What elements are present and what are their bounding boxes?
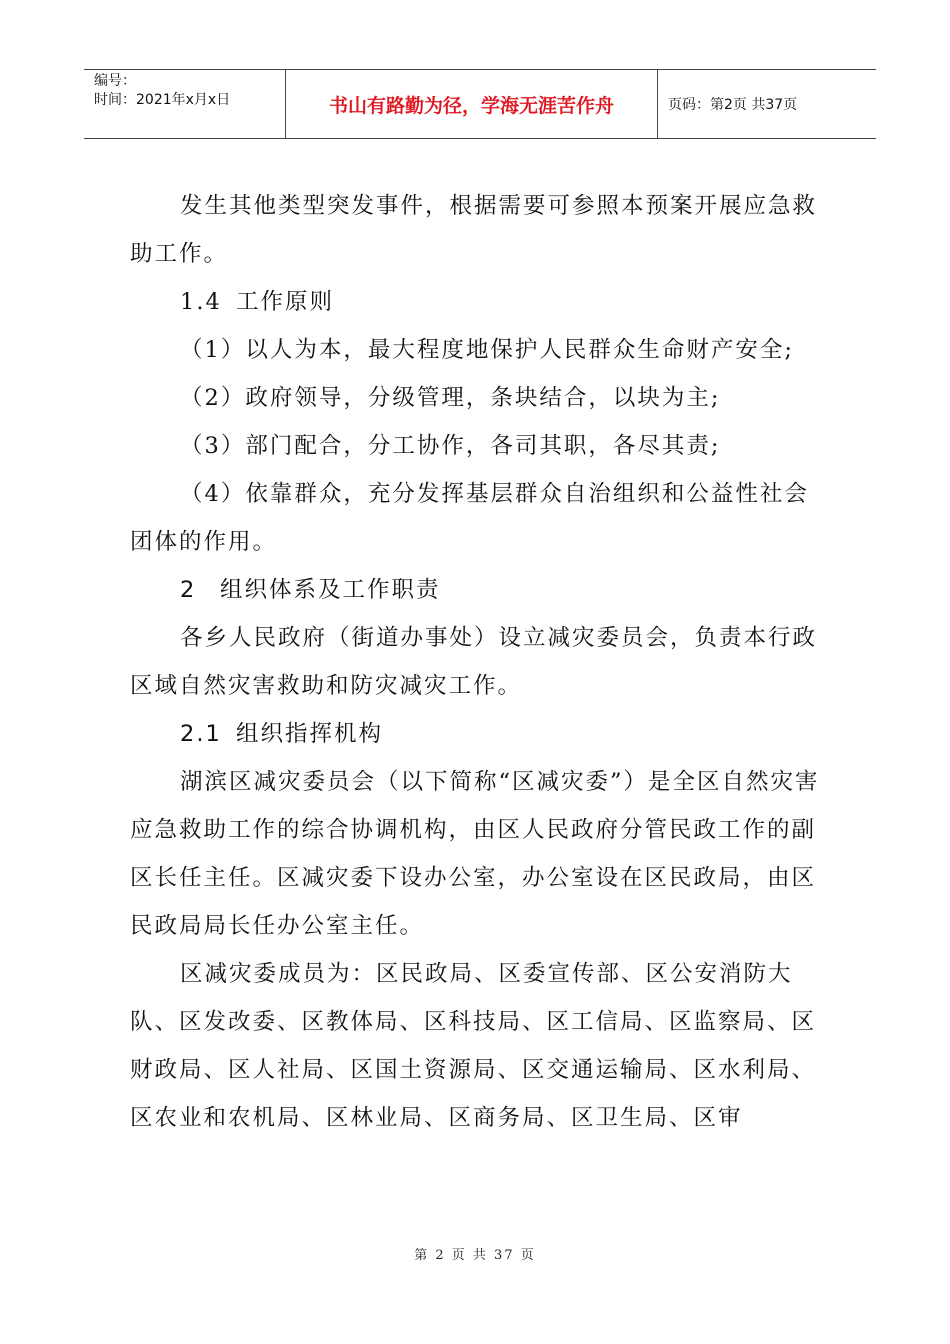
header-meta bbox=[84, 70, 286, 138]
list-item: （2）政府领导，分级管理，条块结合，以块为主; bbox=[180, 385, 721, 411]
list-item: （1）以人为本，最大程度地保护人民群众生命财产安全; bbox=[180, 337, 794, 363]
list-item: （3）部门配合，分工协作，各司其职，各尽其责; bbox=[180, 433, 721, 459]
section-number: 1.4 bbox=[180, 289, 222, 315]
document-body bbox=[130, 182, 830, 1142]
section-heading-2 bbox=[130, 566, 830, 614]
section-title: 组织指挥机构 bbox=[236, 721, 384, 747]
header-page-label: 页码：第2页 共37页 bbox=[668, 97, 798, 113]
page-header bbox=[84, 69, 876, 139]
paragraph: 湖滨区减灾委员会（以下简称“区减灾委”）是全区自然灾害应急救助工作的综合协调机构，由区人民政府分管民政工作的副区长任主任。区减灾委下设办公室，办公室设在区民政局，由区民政局局长任办公室主任。 bbox=[130, 769, 820, 939]
section-heading-2-1 bbox=[130, 710, 830, 758]
header-motto: 书山有路勤为径，学海无涯苦作舟 bbox=[286, 70, 658, 138]
document-time-label: 时间：2021年x月x日 bbox=[94, 92, 231, 108]
section-number: 2.1 bbox=[180, 721, 222, 747]
paragraph: 区减灾委成员为：区民政局、区委宣传部、区公安消防大队、区发改委、区教体局、区科技局、区工信局、区监察局、区财政局、区人社局、区国土资源局、区交通运输局、区水利局、区农业和农机局、区林业局、区商务局、区卫生局、区审 bbox=[130, 961, 817, 1131]
paragraph: 各乡人民政府（街道办事处）设立减灾委员会，负责本行政区域自然灾害救助和防灾减灾工作。 bbox=[130, 625, 818, 699]
list-item: （4）依靠群众，充分发挥基层群众自治组织和公益性社会团体的作用。 bbox=[130, 481, 809, 555]
section-heading-1-4 bbox=[130, 278, 830, 326]
section-number: 2 bbox=[180, 577, 197, 603]
section-title: 工作原则 bbox=[236, 289, 335, 315]
page-footer: 第 2 页 共 37 页 bbox=[414, 1248, 536, 1263]
section-title: 组织体系及工作职责 bbox=[220, 577, 441, 603]
document-number-label: 编号： bbox=[94, 73, 136, 89]
paragraph: 发生其他类型突发事件，根据需要可参照本预案开展应急救助工作。 bbox=[130, 193, 818, 267]
